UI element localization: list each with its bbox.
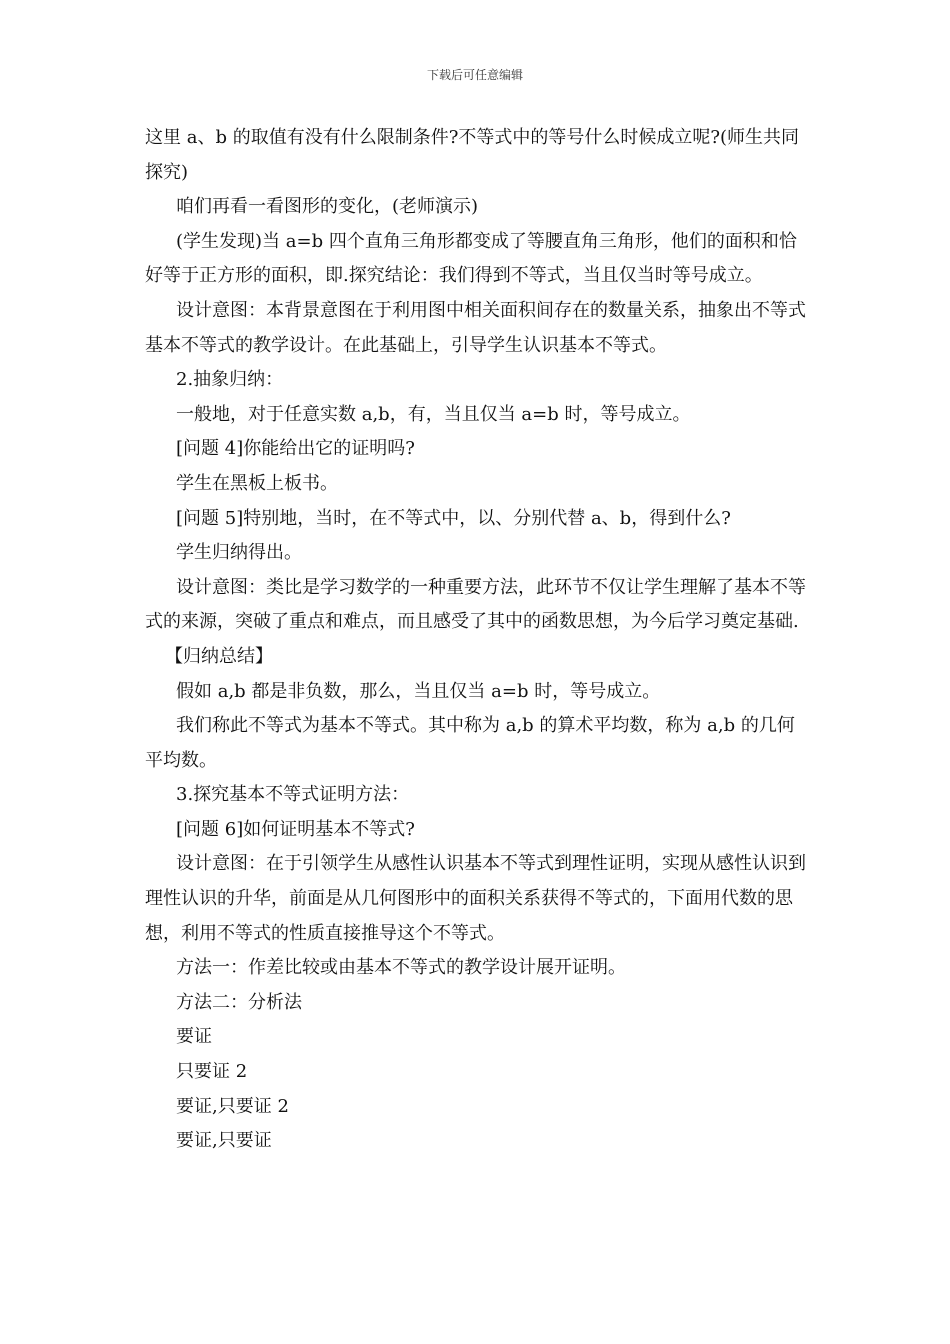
paragraph: 这里 a、b 的取值有没有什么限制条件?不等式中的等号什么时候成立呢?(师生共同探究)	[145, 127, 800, 183]
summary-heading: 【归纳总结】	[165, 645, 273, 667]
question: [问题 4]你能给出它的证明吗?	[176, 438, 415, 460]
document-body	[145, 121, 810, 1159]
paragraph: 设计意图：本背景意图在于利用图中相关面积间存在的数量关系，抽象出不等式基本不等式的教学设计。在此基础上，引导学生认识基本不等式。	[145, 299, 806, 356]
proof-line: 要证	[176, 1026, 212, 1048]
paragraph: 设计意图：类比是学习数学的一种重要方法，此环节不仅让学生理解了基本不等式的来源，突破了重点和难点，而且感受了其中的函数思想，为今后学习奠定基础.	[145, 576, 806, 633]
section-heading: 2.抽象归纳：	[176, 369, 284, 391]
paragraph: 设计意图：在于引领学生从感性认识基本不等式到理性证明，实现从感性认识到理性认识的升华，前面是从几何图形中的面积关系获得不等式的，下面用代数的思想，利用不等式的性质直接推导这个不等式。	[145, 853, 806, 944]
paragraph: 方法一：作差比较或由基本不等式的教学设计展开证明。	[176, 957, 626, 979]
paragraph: 学生在黑板上板书。	[176, 472, 338, 494]
paragraph: 假如 a,b 都是非负数，那么，当且仅当 a=b 时，等号成立。	[176, 680, 661, 702]
page-header-note: 下载后可任意编辑	[426, 68, 523, 82]
paragraph: 方法二：分析法	[176, 991, 302, 1013]
question: [问题 5]特别地，当时，在不等式中，以、分别代替 a、b，得到什么?	[176, 507, 731, 529]
paragraph: 学生归纳得出。	[176, 542, 302, 564]
proof-line: 只要证 2	[176, 1061, 248, 1083]
proof-line: 要证,只要证	[176, 1130, 272, 1152]
paragraph: (学生发现)当 a=b 四个直角三角形都变成了等腰直角三角形，他们的面积和恰好等于正方形的面积，即.探究结论：我们得到不等式，当且仅当时等号成立。	[145, 230, 797, 287]
question: [问题 6]如何证明基本不等式?	[176, 818, 415, 840]
paragraph: 咱们再看一看图形的变化，(老师演示)	[176, 196, 479, 218]
paragraph: 一般地，对于任意实数 a,b，有，当且仅当 a=b 时，等号成立。	[176, 403, 691, 425]
section-heading: 3.探究基本不等式证明方法：	[176, 784, 410, 806]
paragraph: 我们称此不等式为基本不等式。其中称为 a,b 的算术平均数，称为 a,b 的几何平均数。	[145, 715, 795, 771]
proof-line: 要证,只要证 2	[176, 1095, 289, 1117]
